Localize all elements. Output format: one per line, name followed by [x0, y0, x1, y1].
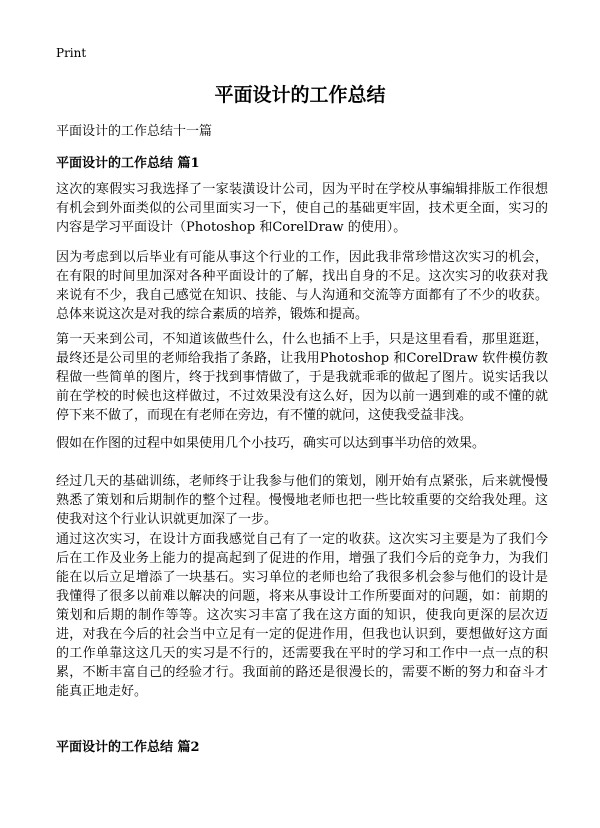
print-link[interactable]: Print [56, 46, 87, 60]
paragraph-6: 通过这次实习，在设计方面我感觉自己有了一定的收获。这次实习主要是为了我们今后在工作及业务上能力的提高起到了促进的作用，增强了我们今后的竞争力，为我们能在以后立足增添了一块基石。实习单位的老师也给了我很多机会参与他们的设计是我懂得了很多以前难以解决的问题，将来从事设计工作所要面对的问题，如：前期的策划和后期的制作等等。这次实习丰富了我在这方面的知识，使我向更深的层次迈进，对我在今后的社会当中立足有一定的促进作用，但我也认识到，要想做好这方面的工作单靠这这几天的实习是不行的，还需要我在平时的学习和工作中一点一点的积累，不断丰富自己的经验才行。我面前的路还是很漫长的，需要不断的努力和奋斗才能真正地走好。 [56, 532, 548, 699]
paragraph-5: 经过几天的基础训练，老师终于让我参与他们的策划，刚开始有点紧张，后来就慢慢熟悉了策划和后期制作的整个过程。慢慢地老师也把一些比较重要的交给我处理。这使我对这个行业认识就更加深了一步。 [56, 474, 548, 527]
paragraph-1: 这次的寒假实习我选择了一家装潢设计公司，因为平时在学校从事编辑排版工作很想有机会到外面类似的公司里面实习一下，使自己的基础更牢固，技术更全面，实习的内容是学习平面设计（Photoshop 和CorelDraw 的使用）。 [56, 182, 548, 235]
document-subtitle: 平面设计的工作总结十一篇 [56, 124, 213, 139]
paragraph-2: 因为考虑到以后毕业有可能从事这个行业的工作，因此我非常珍惜这次实习的机会，在有限的时间里加深对各种平面设计的了解，找出自身的不足。这次实习的收获对我来说有不少，我自己感觉在知识、技能、与人沟通和交流等方面都有了不少的收获。总体来说这次是对我的综合素质的培养，锻炼和提高。 [56, 250, 548, 322]
section-heading-2: 平面设计的工作总结 篇2 [56, 740, 200, 755]
paragraph-3: 第一天来到公司，不知道该做些什么，什么也插不上手，只是这里看看，那里逛逛，最终还是公司里的老师给我指了条路，让我用Photoshop 和CorelDraw 软件模仿教程做一些简单的图片，终于找到事情做了，于是我就乖乖的做起了图片。说实话我以前在学校的时候也这样做过，不过效果没有这么好，因为以前一遇到难的或不懂的就停下来不做了，而现在有老师在旁边，有不懂的就问，这使我受益非浅。 [56, 332, 548, 423]
paragraph-4: 假如在作图的过程中如果使用几个小技巧，确实可以达到事半功倍的效果。 [56, 436, 486, 451]
page-title: 平面设计的工作总结 [214, 84, 386, 106]
section-heading-1: 平面设计的工作总结 篇1 [56, 156, 200, 171]
